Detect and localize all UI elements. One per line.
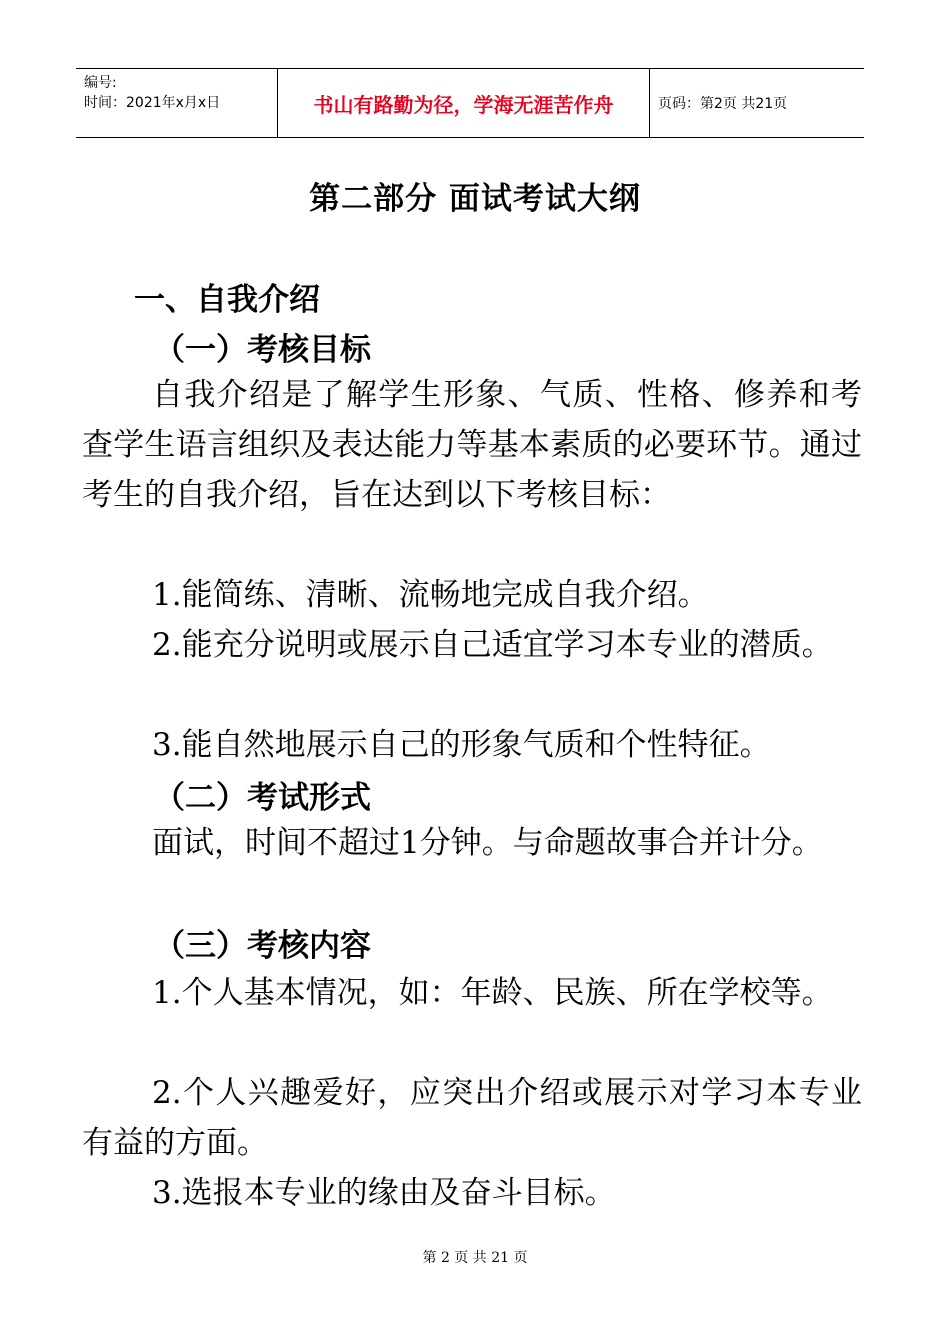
section-heading: 一、自我介绍 (134, 282, 320, 318)
header-time-label: 时间：2021年x月x日 (84, 95, 221, 111)
paragraph-intro: 自我介绍是了解学生形象、气质、性格、修养和考查学生语言组织及表达能力等基本素质的必要环节。通过考生的自我介绍，旨在达到以下考核目标： (82, 377, 862, 513)
list-item-goal-2: 2.能充分说明或展示自己适宜学习本专业的潜质。 (152, 627, 833, 663)
subsection-heading-format: （二）考试形式 (154, 780, 371, 816)
list-item-content-2: 2.个人兴趣爱好，应突出介绍或展示对学习本专业有益的方面。 (82, 1075, 862, 1161)
subsection-heading-goals: （一）考核目标 (154, 332, 371, 368)
paragraph-format: 面试，时间不超过1分钟。与命题故事合并计分。 (152, 825, 823, 861)
header-page-info: 页码：第2页 共21页 (658, 96, 788, 112)
header-meta (76, 69, 278, 137)
header-number-label: 编号: (84, 75, 117, 91)
list-item-goal-1: 1.能简练、清晰、流畅地完成自我介绍。 (152, 577, 709, 613)
document-title: 第二部分 面试考试大纲 (309, 181, 641, 217)
subsection-heading-content: （三）考核内容 (154, 928, 371, 964)
list-item-content-3: 3.选报本专业的缘由及奋斗目标。 (152, 1175, 616, 1211)
list-item-content-1: 1.个人基本情况，如：年龄、民族、所在学校等。 (152, 975, 833, 1011)
list-item-goal-3: 3.能自然地展示自己的形象气质和个性特征。 (152, 727, 771, 763)
page-header (76, 68, 864, 138)
page-footer: 第 2 页 共 21 页 (422, 1250, 528, 1266)
header-motto: 书山有路勤为径，学海无涯苦作舟 (278, 69, 650, 137)
